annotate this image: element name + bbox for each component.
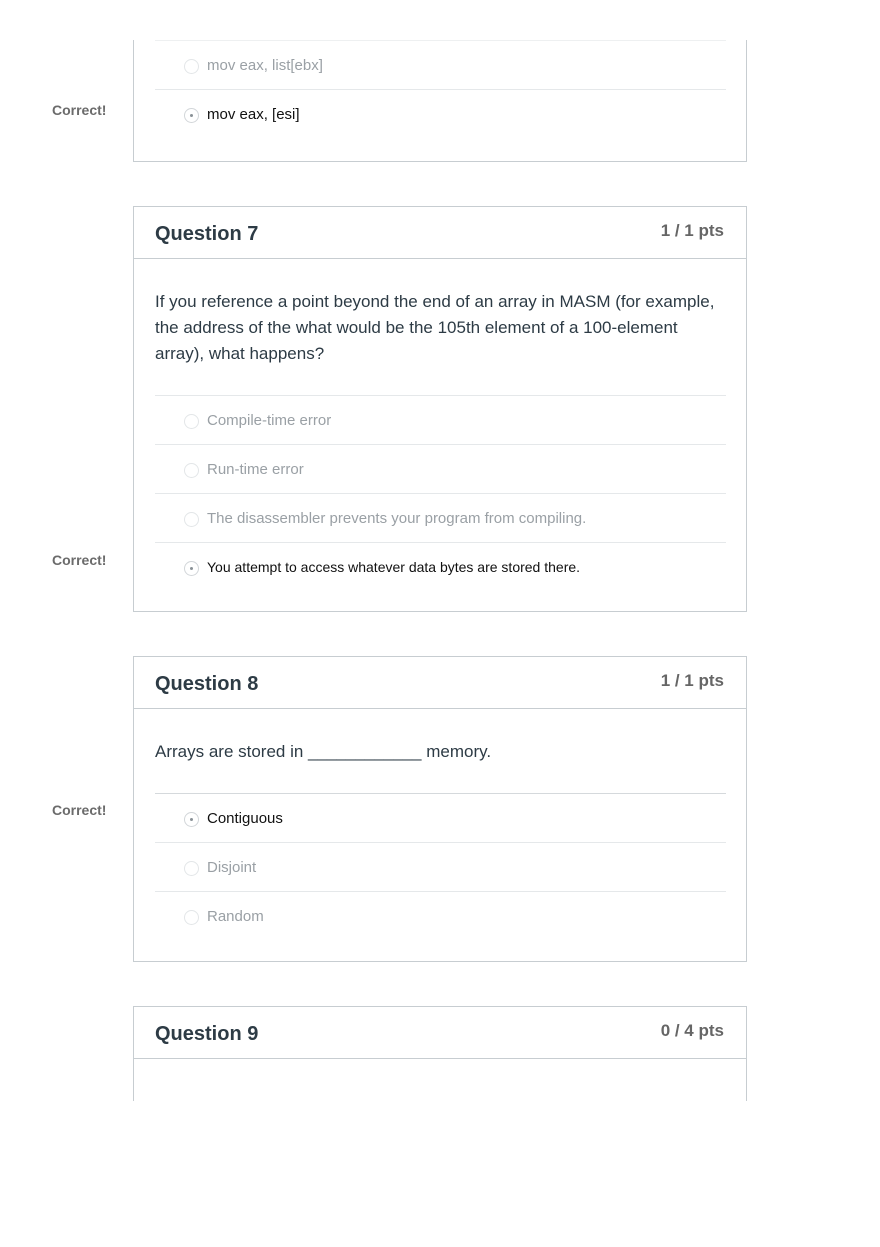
answer-label: Contiguous (207, 810, 283, 827)
question-text: If you reference a point beyond the end of an array in MASM (for example, the address of the what would be the 105th element of a 100-element array), what happens? (155, 292, 715, 363)
radio-button[interactable] (184, 414, 199, 429)
answer-label: mov eax, [esi] (207, 106, 300, 123)
question-8-card (133, 656, 747, 962)
question-header (134, 657, 746, 709)
answer-label: mov eax, list[ebx] (207, 57, 323, 74)
radio-button-selected[interactable] (184, 561, 199, 576)
radio-button-selected[interactable] (184, 108, 199, 123)
radio-button[interactable] (184, 910, 199, 925)
answer-option-selected[interactable] (155, 542, 726, 591)
radio-button-selected[interactable] (184, 812, 199, 827)
answer-label: Run-time error (207, 461, 304, 478)
question-header (134, 207, 746, 259)
answer-label: Random (207, 908, 264, 925)
question-title: Question 8 (155, 673, 259, 695)
answer-option[interactable] (155, 842, 726, 891)
question-title: Question 9 (155, 1023, 259, 1045)
answer-list (155, 40, 726, 138)
correct-indicator: Correct! (52, 802, 132, 818)
answer-option[interactable] (155, 891, 726, 940)
question-points: 1 / 1 pts (660, 671, 724, 690)
question-header (134, 1007, 746, 1059)
question-9-card (133, 1006, 747, 1101)
answer-label: Disjoint (207, 859, 257, 876)
correct-indicator: Correct! (52, 102, 132, 118)
answer-option[interactable] (155, 395, 726, 444)
answer-label: You attempt to access whatever data bytes are stored there. (207, 559, 581, 575)
answer-option[interactable] (155, 493, 726, 542)
answer-option[interactable] (155, 40, 726, 89)
question-title: Question 7 (155, 223, 259, 245)
question-points: 1 / 1 pts (660, 221, 724, 240)
question-7-card (133, 206, 747, 612)
question-text: Arrays are stored in ____________ memory. (155, 742, 492, 761)
correct-indicator: Correct! (52, 552, 132, 568)
radio-button[interactable] (184, 463, 199, 478)
answer-list (155, 793, 726, 940)
radio-button[interactable] (184, 512, 199, 527)
answer-label: Compile-time error (207, 412, 332, 429)
answer-label: The disassembler prevents your program from compiling. (207, 510, 587, 527)
radio-button[interactable] (184, 59, 199, 74)
answer-option[interactable] (155, 444, 726, 493)
answer-option-selected[interactable] (155, 793, 726, 842)
answer-option-selected[interactable] (155, 89, 726, 138)
radio-button[interactable] (184, 861, 199, 876)
answer-list (155, 395, 726, 591)
question-6-card (133, 40, 747, 162)
question-points: 0 / 4 pts (660, 1021, 724, 1040)
